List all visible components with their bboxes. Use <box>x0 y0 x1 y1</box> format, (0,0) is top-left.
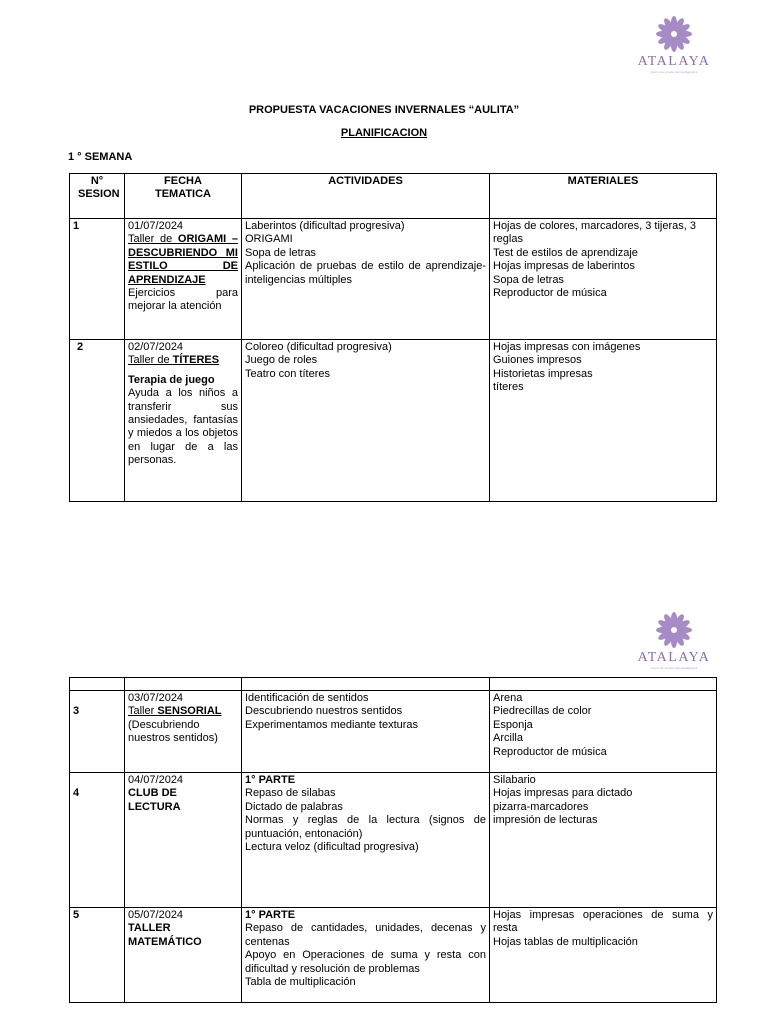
sessions-table-continued <box>69 677 717 1003</box>
material-item: Hojas impresas operaciones de suma y resta <box>493 909 713 935</box>
activity-item: Sopa de letras <box>245 246 316 259</box>
theme-prefix: Taller de <box>128 354 173 367</box>
theme-title: SENSORIAL <box>157 705 222 718</box>
table-header-row <box>70 174 717 219</box>
session-number: 1 <box>70 219 125 340</box>
atalaya-logo <box>634 14 714 74</box>
activity-item: Coloreo (dificultad progresiva) <box>245 341 392 353</box>
date-theme-cell <box>125 340 242 502</box>
activity-item: Dictado de palabras <box>245 800 343 813</box>
document-subtitle: PLANIFICACION <box>340 127 428 139</box>
material-item: Silabario <box>493 774 536 786</box>
materials-cell <box>490 340 717 502</box>
table-row <box>70 691 717 773</box>
activity-item: Teatro con títeres <box>245 367 330 380</box>
material-item: Reproductor de música <box>493 745 607 758</box>
week-label: 1 ° SEMANA <box>68 151 133 163</box>
materials-cell <box>490 908 717 1003</box>
materials-cell <box>490 773 717 908</box>
material-item: títeres <box>493 381 524 394</box>
logo-tagline: Centro de terapia psicopedagógica <box>650 666 698 670</box>
date-theme-cell <box>125 773 242 908</box>
activities-cell <box>242 773 490 908</box>
logo-name: ATALAYA <box>637 54 711 69</box>
session-date: 04/07/2024 <box>128 774 184 786</box>
material-item: impresión de lecturas <box>493 814 598 827</box>
theme-description: Ejercicios para mejorar la atención <box>128 287 238 313</box>
table-row <box>70 219 717 340</box>
date-theme-cell <box>125 219 242 340</box>
activities-cell <box>242 219 490 340</box>
sessions-table-week-1 <box>69 173 717 502</box>
material-item: Hojas impresas con imágenes <box>493 341 641 353</box>
activity-item: Apoyo en Operaciones de suma y resta con dificultad y resolución de problemas <box>245 949 486 975</box>
material-item: Esponja <box>493 718 533 731</box>
theme-prefix: Taller de <box>128 233 178 246</box>
activities-cell <box>242 908 490 1003</box>
activity-item: Repaso de cantidades, unidades, decenas y centenas <box>245 922 486 948</box>
material-item: pizarra-marcadores <box>493 800 589 813</box>
material-item: Test de estilos de aprendizaje <box>493 246 638 259</box>
document-title: PROPUESTA VACACIONES INVERNALES “AULITA” <box>248 104 520 116</box>
session-date: 05/07/2024 <box>128 909 184 921</box>
activity-item: Descubriendo nuestros sentidos <box>245 705 403 718</box>
theme-prefix: Taller <box>128 705 158 718</box>
activity-item: ORIGAMI <box>245 233 293 246</box>
activity-item: Laberintos (dificultad progresiva) <box>245 220 405 232</box>
activity-item: Lectura veloz (dificultad progresiva) <box>245 841 419 854</box>
session-number: 4 <box>70 773 125 908</box>
theme-title: ORIGAMI – DESCUBRIENDO MI ESTILO DE APRENDIZAJE <box>128 233 238 286</box>
part-label: 1° PARTE <box>245 909 296 921</box>
logo-name: ATALAYA <box>637 650 711 665</box>
table-row <box>70 908 717 1003</box>
session-number: 5 <box>70 908 125 1003</box>
lotus-flower-icon <box>654 14 694 54</box>
theme-description: (Descubriendo nuestros sentidos) <box>128 718 218 745</box>
session-number: 3 <box>70 691 125 773</box>
material-item: Arcilla <box>493 732 523 745</box>
activities-cell <box>242 691 490 773</box>
material-item: Arena <box>493 692 523 704</box>
activity-item: Identificación de sentidos <box>245 692 369 704</box>
theme-title: CLUB DE LECTURA <box>128 787 181 813</box>
session-date: 01/07/2024 <box>128 220 184 232</box>
material-item: Hojas tablas de multiplicación <box>493 935 638 948</box>
header-date-theme: FECHA TEMATICA <box>125 174 242 219</box>
theme-description: Ayuda a los niños a transferir sus ansiedades, fantasías y miedos a los objetos en lugar de a las personas. <box>128 387 238 467</box>
date-theme-cell <box>125 691 242 773</box>
table-row <box>70 340 717 502</box>
date-theme-cell <box>125 908 242 1003</box>
table-row <box>70 773 717 908</box>
material-item: Sopa de letras <box>493 273 564 286</box>
table-header-row-empty <box>70 678 717 691</box>
session-date: 03/07/2024 <box>128 692 184 704</box>
activities-cell <box>242 340 490 502</box>
material-item: Guiones impresos <box>493 354 582 367</box>
material-item: Historietas impresas <box>493 367 593 380</box>
part-label: 1° PARTE <box>245 774 296 786</box>
material-item: Hojas impresas para dictado <box>493 787 633 800</box>
theme-title: TÍTERES <box>172 354 220 367</box>
activity-item: Normas y reglas de la lectura (signos de puntuación, entonación) <box>245 814 486 840</box>
session-date: 02/07/2024 <box>128 341 184 353</box>
header-activities: ACTIVIDADES <box>242 174 490 219</box>
logo-tagline: Centro de terapia psicopedagógica <box>650 70 698 74</box>
material-item: Piedrecillas de color <box>493 705 592 718</box>
header-materials: MATERIALES <box>490 174 717 219</box>
materials-cell <box>490 691 717 773</box>
material-item: Reproductor de música <box>493 287 607 300</box>
materials-cell <box>490 219 717 340</box>
material-item: Hojas de colores, marcadores, 3 tijeras, 3 reglas <box>493 220 696 246</box>
theme-title: TALLER MATEMÁTICO <box>128 922 202 948</box>
activity-item: Repaso de silabas <box>245 787 336 800</box>
session-number: 2 <box>70 340 125 502</box>
atalaya-logo <box>634 610 714 670</box>
theme-subtitle: Terapia de juego <box>128 373 215 386</box>
activity-item: Juego de roles <box>245 354 318 367</box>
material-item: Hojas impresas de laberintos <box>493 260 635 273</box>
header-session-number: N° SESION <box>70 174 125 219</box>
activity-item: Tabla de multiplicación <box>245 976 356 989</box>
activity-item: Experimentamos mediante texturas <box>245 718 419 731</box>
activity-item: Aplicación de pruebas de estilo de aprendizaje- inteligencias múltiples <box>245 260 486 286</box>
lotus-flower-icon <box>654 610 694 650</box>
